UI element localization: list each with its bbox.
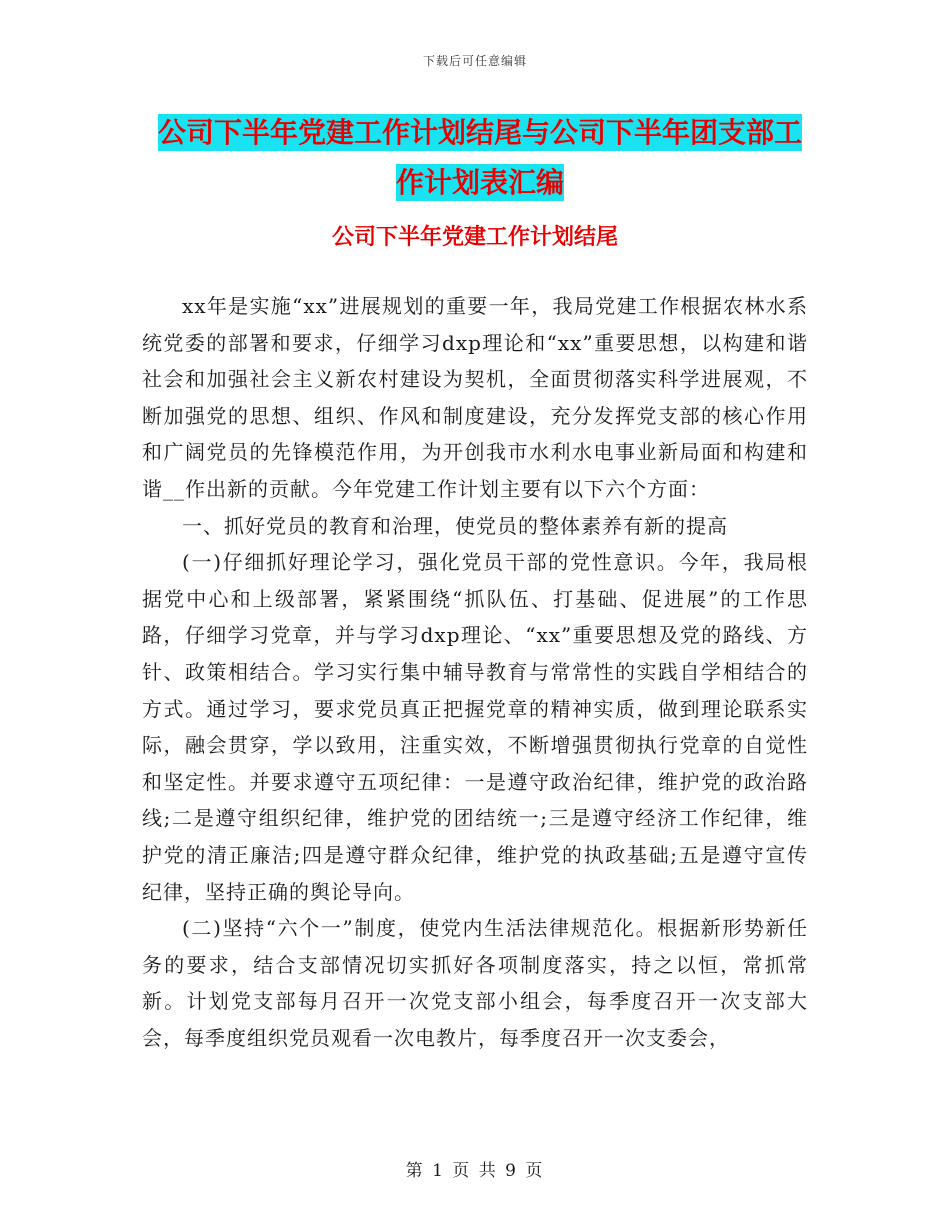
section-title: 公司下半年党建工作计划结尾	[331, 225, 618, 250]
header-note: 下载后可任意编辑	[422, 54, 527, 68]
page-number: 第 1 页 共 9 页	[405, 1161, 545, 1181]
body-paragraph: 一、抓好党员的教育和治理，使党员的整体素养有新的提高	[182, 513, 728, 538]
document-title-text: 公司下半年党建工作计划结尾与公司下半年团支部工作计划表汇编	[157, 116, 802, 199]
body-paragraph: (一)仔细抓好理论学习，强化党员干部的党性意识。今年，我局根据党中心和上级部署，紧紧围绕“抓队伍、打基础、促进展”的工作思路，仔细学习党章，并与学习dxp理论、“xx”重要思想及党的路线、方针、政策相结合。学习实行集中辅导教育与常常性的实践自学相结合的方式。通过学习，要求党员真正把握党章的精神实质，做到理论联系实际，融会贯穿，学以致用，注重实效，不断增强贯彻执行党章的自觉性和坚定性。并要求遵守五项纪律：一是遵守政治纪律，维护党的政治路线;二是遵守组织纪律，维护党的团结统一;三是遵守经济工作纪律，维护党的清正廉洁;四是遵守群众纪律，维护党的执政基础;五是遵守宣传纪律，坚持正确的舆论导向。	[142, 550, 808, 904]
document-title	[145, 108, 815, 208]
body-paragraph: (二)坚持“六个一”制度，使党内生活法律规范化。根据新形势新任务的要求，结合支部情况切实抓好各项制度落实，持之以恒，常抓常新。计划党支部每月召开一次党支部小组会，每季度召开一次支部大会，每季度组织党员观看一次电教片，每季度召开一次支委会，	[142, 916, 808, 1050]
body-paragraph: xx年是实施“xx”进展规划的重要一年，我局党建工作根据农林水系统党委的部署和要求，仔细学习dxp理论和“xx”重要思想，以构建和谐社会和加强社会主义新农村建设为契机，全面贯彻落实科学进展观，不断加强党的思想、组织、作风和制度建设，充分发挥党支部的核心作用和广阔党员的先锋模范作用，为开创我市水利水电事业新局面和构建和谐__作出新的贡献。今年党建工作计划主要有以下六个方面：	[142, 294, 808, 501]
document-body	[142, 288, 808, 1056]
